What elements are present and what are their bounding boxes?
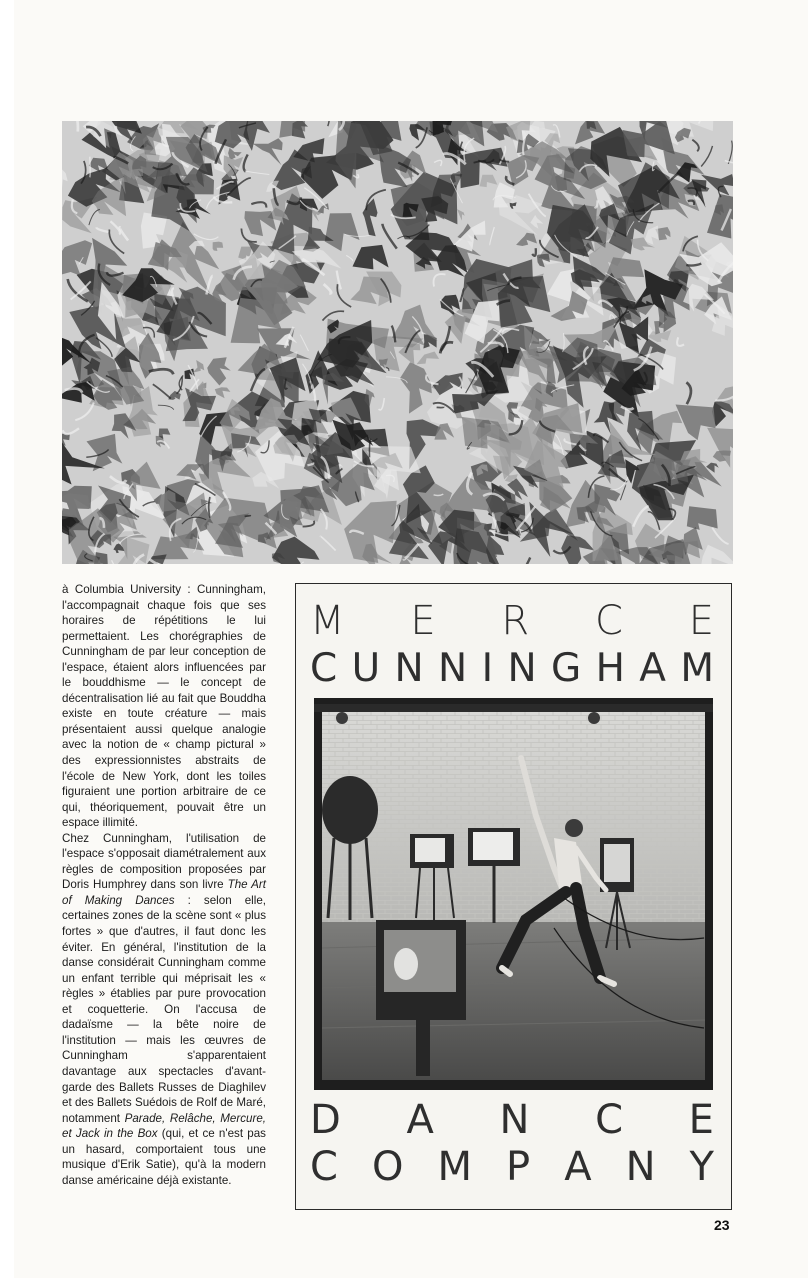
abstract-painting-graphic — [62, 121, 733, 564]
poster-letter: N — [438, 646, 468, 691]
text-run: Chez Cunningham, l'utilisation de l'espace s'opposait diamétralement aux règles de composition proposées par Doris Humphrey dans son livre — [62, 831, 266, 892]
poster-letter: C — [310, 1144, 338, 1190]
paint-stroke — [245, 516, 251, 517]
poster-letter: E — [688, 598, 714, 644]
article-body — [62, 582, 266, 1188]
poster-letter: R — [501, 598, 530, 644]
poster-letter: M — [680, 646, 714, 691]
poster-letter: U — [351, 646, 381, 691]
poster-letter: Y — [689, 1144, 714, 1190]
poster-letter: N — [394, 646, 424, 691]
stage-photo-graphic — [314, 698, 713, 1090]
poster-letter: M — [437, 1144, 472, 1190]
poster-letter: D — [310, 1097, 341, 1143]
abstract-painting-image — [62, 121, 733, 564]
poster-letter: N — [507, 646, 537, 691]
poster-title-line-3 — [310, 1097, 714, 1143]
poster-letter: C — [595, 1097, 624, 1143]
poster-letter: E — [688, 1097, 714, 1143]
poster-letter: O — [371, 1144, 404, 1190]
poster-letter: P — [506, 1144, 531, 1190]
stage-photo — [314, 698, 713, 1090]
poster-letter: H — [595, 646, 625, 691]
text-run: (qui, et ce n'est pas un hasard, comportaient tous une musique d'Erik Satie), qu'à la modern danse américaine déjà existante. — [62, 1127, 266, 1187]
poster-letter: I — [481, 646, 494, 691]
poster-letter: A — [639, 646, 666, 691]
poster-letter: C — [594, 598, 623, 644]
poster-letter: A — [406, 1097, 434, 1143]
page-margin — [0, 0, 14, 1278]
italic-title: Parade, Relâche, Mercure, et Jack in the Box — [62, 1111, 266, 1141]
poster-letter: N — [625, 1144, 656, 1190]
poster-letter: E — [410, 598, 436, 644]
poster-title-line-2 — [310, 646, 714, 691]
dance-company-poster — [295, 583, 732, 1210]
poster-letter: N — [499, 1097, 530, 1143]
poster-title-line-4 — [310, 1144, 714, 1190]
italic-title: The Art of Making Dances — [62, 878, 266, 907]
text-run: à Columbia University : Cunningham, l'accompagnait chaque fois que ses horaires de répétitions le lui permettaient. Les chorégraphies de Cunningham de par leur conception de l'espace, étaient alors influencées par le bouddhisme — le concept de décentralisation lié au fait que Bouddha existe en toute créature — mais présentaient aussi quelque analogie avec la notion de « champ pictural » des expressionnistes abstraits de l'école de New York, dont les toiles figuraient une portion arbitraire de ce qui, théoriquement, pouvait être un espace illimité. — [62, 583, 266, 830]
poster-title-line-1 — [310, 598, 714, 644]
paint-stroke — [437, 407, 444, 408]
poster-letter: G — [551, 646, 582, 691]
paragraph-1 — [62, 582, 266, 831]
poster-letter: M — [310, 598, 345, 644]
text-run: : selon elle, certaines zones de la scène sont « plus fortes » que d'autres, il faut donc les éviter. En général, l'institution de la danse considérait Cunningham comme un enfant terrible qui méprisait les « règles » établies par pure provocation et coquetterie. On l'accusa de dadaïsme — la bête noire de l'institution — mais les œuvres de Cunningham s'apparentaient davantage aux spectacles d'avant-garde des Ballets Russes de Diaghilev et des Ballets Suédois de Rolf de Maré, notamment — [62, 893, 266, 1125]
page-number: 23 — [714, 1217, 730, 1233]
paragraph-2 — [62, 831, 266, 1189]
poster-letter: A — [564, 1144, 592, 1190]
poster-letter: C — [310, 646, 338, 691]
